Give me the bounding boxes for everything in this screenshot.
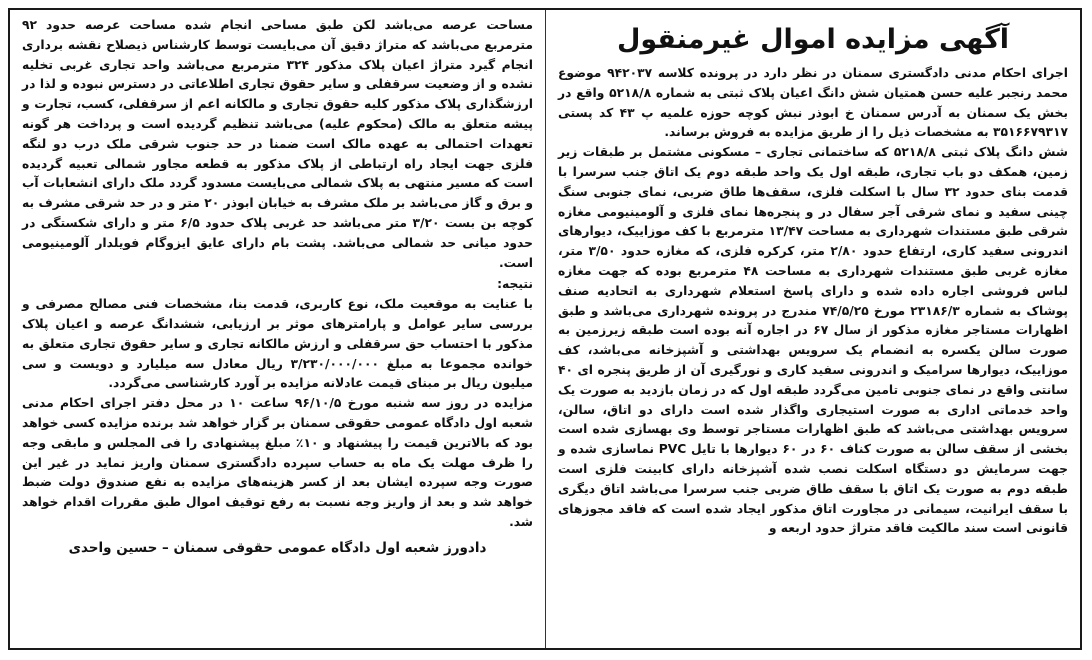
notice-frame bbox=[8, 8, 1082, 650]
property-description-paragraph: شش دانگ پلاک ثبتی ۵۲۱۸/۸ که ساختمانی تجاری – مسکونی مشتمل بر طبقات زیر زمین، همکف دو باب تجاری، طبقه اول یک واحد طبقه دوم یک اتاق جنب سرسرا با قدمت بنای حدود ۳۲ سال با اسکلت فلزی، سقف‌ها طاق ضربی، نمای جنوبی سنگ چینی سفید و نمای شرقی آجر سفال در و پنجره‌ها نمای فلزی و آلومینیومی مغازه شرقی طبق مستندات شهرداری به مساحت ۱۳/۴۷ مترمربع با کف موزاییک، دیوارهای اندرونی سفید کاری، ارتفاع حدود ۲/۸۰ متر، کرکره فلزی، که مغازه حدود ۳/۵۰ متر، مغازه غربی طبق مستندات شهرداری به مساحت ۴۸ مترمربع بوده که جهت مغازه لباس فروشی اجاره داده شده و دارای پاسخ استعلام شهرداری به اتحادیه صنف پوشاک به شماره ۲۳۱۸۶/۳ مورخ ۷۴/۵/۲۵ مندرج در پرونده شهرداری می‌باشد و طبق اظهارات مستاجر مغازه مذکور از سال ۶۷ در اجاره آنه بوده است طبقه زیرزمین به صورت سالن یکسره به انضمام یک سرویس بهداشتی و آشپزخانه می‌باشد، کف موزاییک، دیوارها سرامیک و اندرونی سفید کاری و نورگیری آن از طریق پنجره ای ۴۰ سانتی واقع در نمای جنوبی تامین می‌گردد طبقه اول که در زمان بازدید به صورت یک واحد خدماتی اداری به صورت استیجاری واگذار شده است دارای دو اتاق، سالن، سرویس بهداشتی می‌باشد که طبق اظهارات مستاجر توسط وی بهسازی شده است بخشی از سقف سالن به صورت کناف ۶۰ در ۶۰ دیوارها با تایل PVC نماسازی شده و جهت سرمایش دو دستگاه اسکلت نصب شده آشپزخانه دارای کابینت فلزی است طبقه دوم به صورت یک اتاق با سقف طاق ضربی جنب سرسرا می‌باشد اتاق دیگری با سقف ایرانیت، سیمانی در مجاورت اتاق مذکور ایجاد شده است که فاقد مجوزهای قانونی است سند مالکیت فاقد متراژ حدود اربعه و bbox=[558, 145, 1069, 536]
result-paragraph: با عنایت به موقعیت ملک، نوع کاربری، قدمت بنا، مشخصات فنی مصالح مصرفی و بررسی سایر عوامل و پارامترهای موثر بر ارزیابی، ششدانگ عرصه و اعیان پلاک مذکور با احتساب حق سرقفلی و ارزش مالکانه تجاری و سایر حقوق تجاری متعلق به خوانده مجموعا به مبلغ ۳/۲۳۰/۰۰۰/۰۰۰ ریال معادل سه میلیارد و دویست و سی میلیون ریال بر مبنای قیمت عادلانه مزایده بر آورد کارشناسی می‌گردد. bbox=[22, 297, 533, 391]
result-heading: نتیجه: bbox=[497, 277, 533, 292]
notice-title: آگهی مزایده اموال غیرمنقول bbox=[616, 24, 1010, 55]
left-column bbox=[10, 10, 545, 648]
auction-terms-paragraph: مزایده در روز سه شنبه مورخ ۹۶/۱۰/۵ ساعت ۱۰ در محل دفتر اجرای احکام مدنی شعبه اول دادگاه عمومی حقوقی سمنان بر گزار خواهد شد برنده مزایده کسی خواهد بود که بالاترین قیمت را پیشنهاد و ۱۰٪ مبلغ پیشنهادی را فی المجلس و مابقی وجه را ظرف مهلت یک ماه به حساب سپرده دادگستری سمنان واریز نماید در غیر این صورت وجه سپرده ایشان بعد از کسر هزینه‌های مزایده به نفع صندوق دولت ضبط خواهد شد و بعد از واریز وجه نسبت به رفع توقیف اموال طبق مقررات اقدام خواهد شد. bbox=[22, 396, 534, 529]
right-column bbox=[545, 10, 1080, 648]
intro-paragraph: اجرای احکام مدنی دادگستری سمنان در نظر دارد در پرونده کلاسه ۹۴۲۰۳۷ موضوع محمد رنجبر علیه حسن همتیان شش دانگ اعیان پلاک ثبتی به شماره ۵۲۱۸/۸ واقع در بخش یک سمنان به آدرس سمنان خ ابوذر نبش کوچه حوزه علمیه پ ۴۳ کد پستی ۳۵۱۶۶۷۹۳۱۷ به مشخصات ذیل را از طریق مزایده به فروش برساند. bbox=[558, 66, 1069, 140]
signature-line: دادورز شعبه اول دادگاه عمومی حقوقی سمنان – حسین واحدی bbox=[68, 539, 487, 556]
description-continuation-paragraph: مساحت عرصه می‌باشد لکن طبق مساحی انجام شده مساحت عرصه حدود ۹۲ مترمربع می‌باشد که متراژ دقیق آن می‌بایست توسط کارشناس ذیصلاح نقشه برداری انجام گیرد متراژ اعیان پلاک مذکور ۳۲۴ مترمربع می‌باشد واحد تجاری غربی تخلیه نشده و از وضعیت سرقفلی و سایر حقوق تجاری اطلاعاتی در دسترس نبوده و لذا در ارزشگذاری پلاک مذکور کلیه حقوق تجاری و مالکانه اعم از سرقفلی، کسب، تجارت و پیشه متعلق به مالک (محکوم علیه) می‌باشد تنظیم گردیده است و پرداخت هر گونه تعهدات احتمالی به عهده مالک است ضمنا در حد جنوب شرقی ملک درب دو لنگه فلزی جهت ایجاد راه ارتباطی از پلاک مذکور به قطعه مجاور شمالی تعبیه گردیده است که مسیر منتهی به پلاک شمالی می‌بایست مسدود گردد ملک دارای انشعابات آب و برق و گاز می‌باشد بر ملک مشرف به خیابان ابوذر ۲۰ متر و در حد شرقی مشرف به کوچه بن بست ۳/۲۰ متر می‌باشد حد غربی پلاک حدود ۶/۵ متر و دارای شکستگی در حدود میانی حد شمالی می‌باشد. پشت بام دارای عایق ایزوگام فویلدار آلومینیومی است. bbox=[22, 18, 534, 270]
